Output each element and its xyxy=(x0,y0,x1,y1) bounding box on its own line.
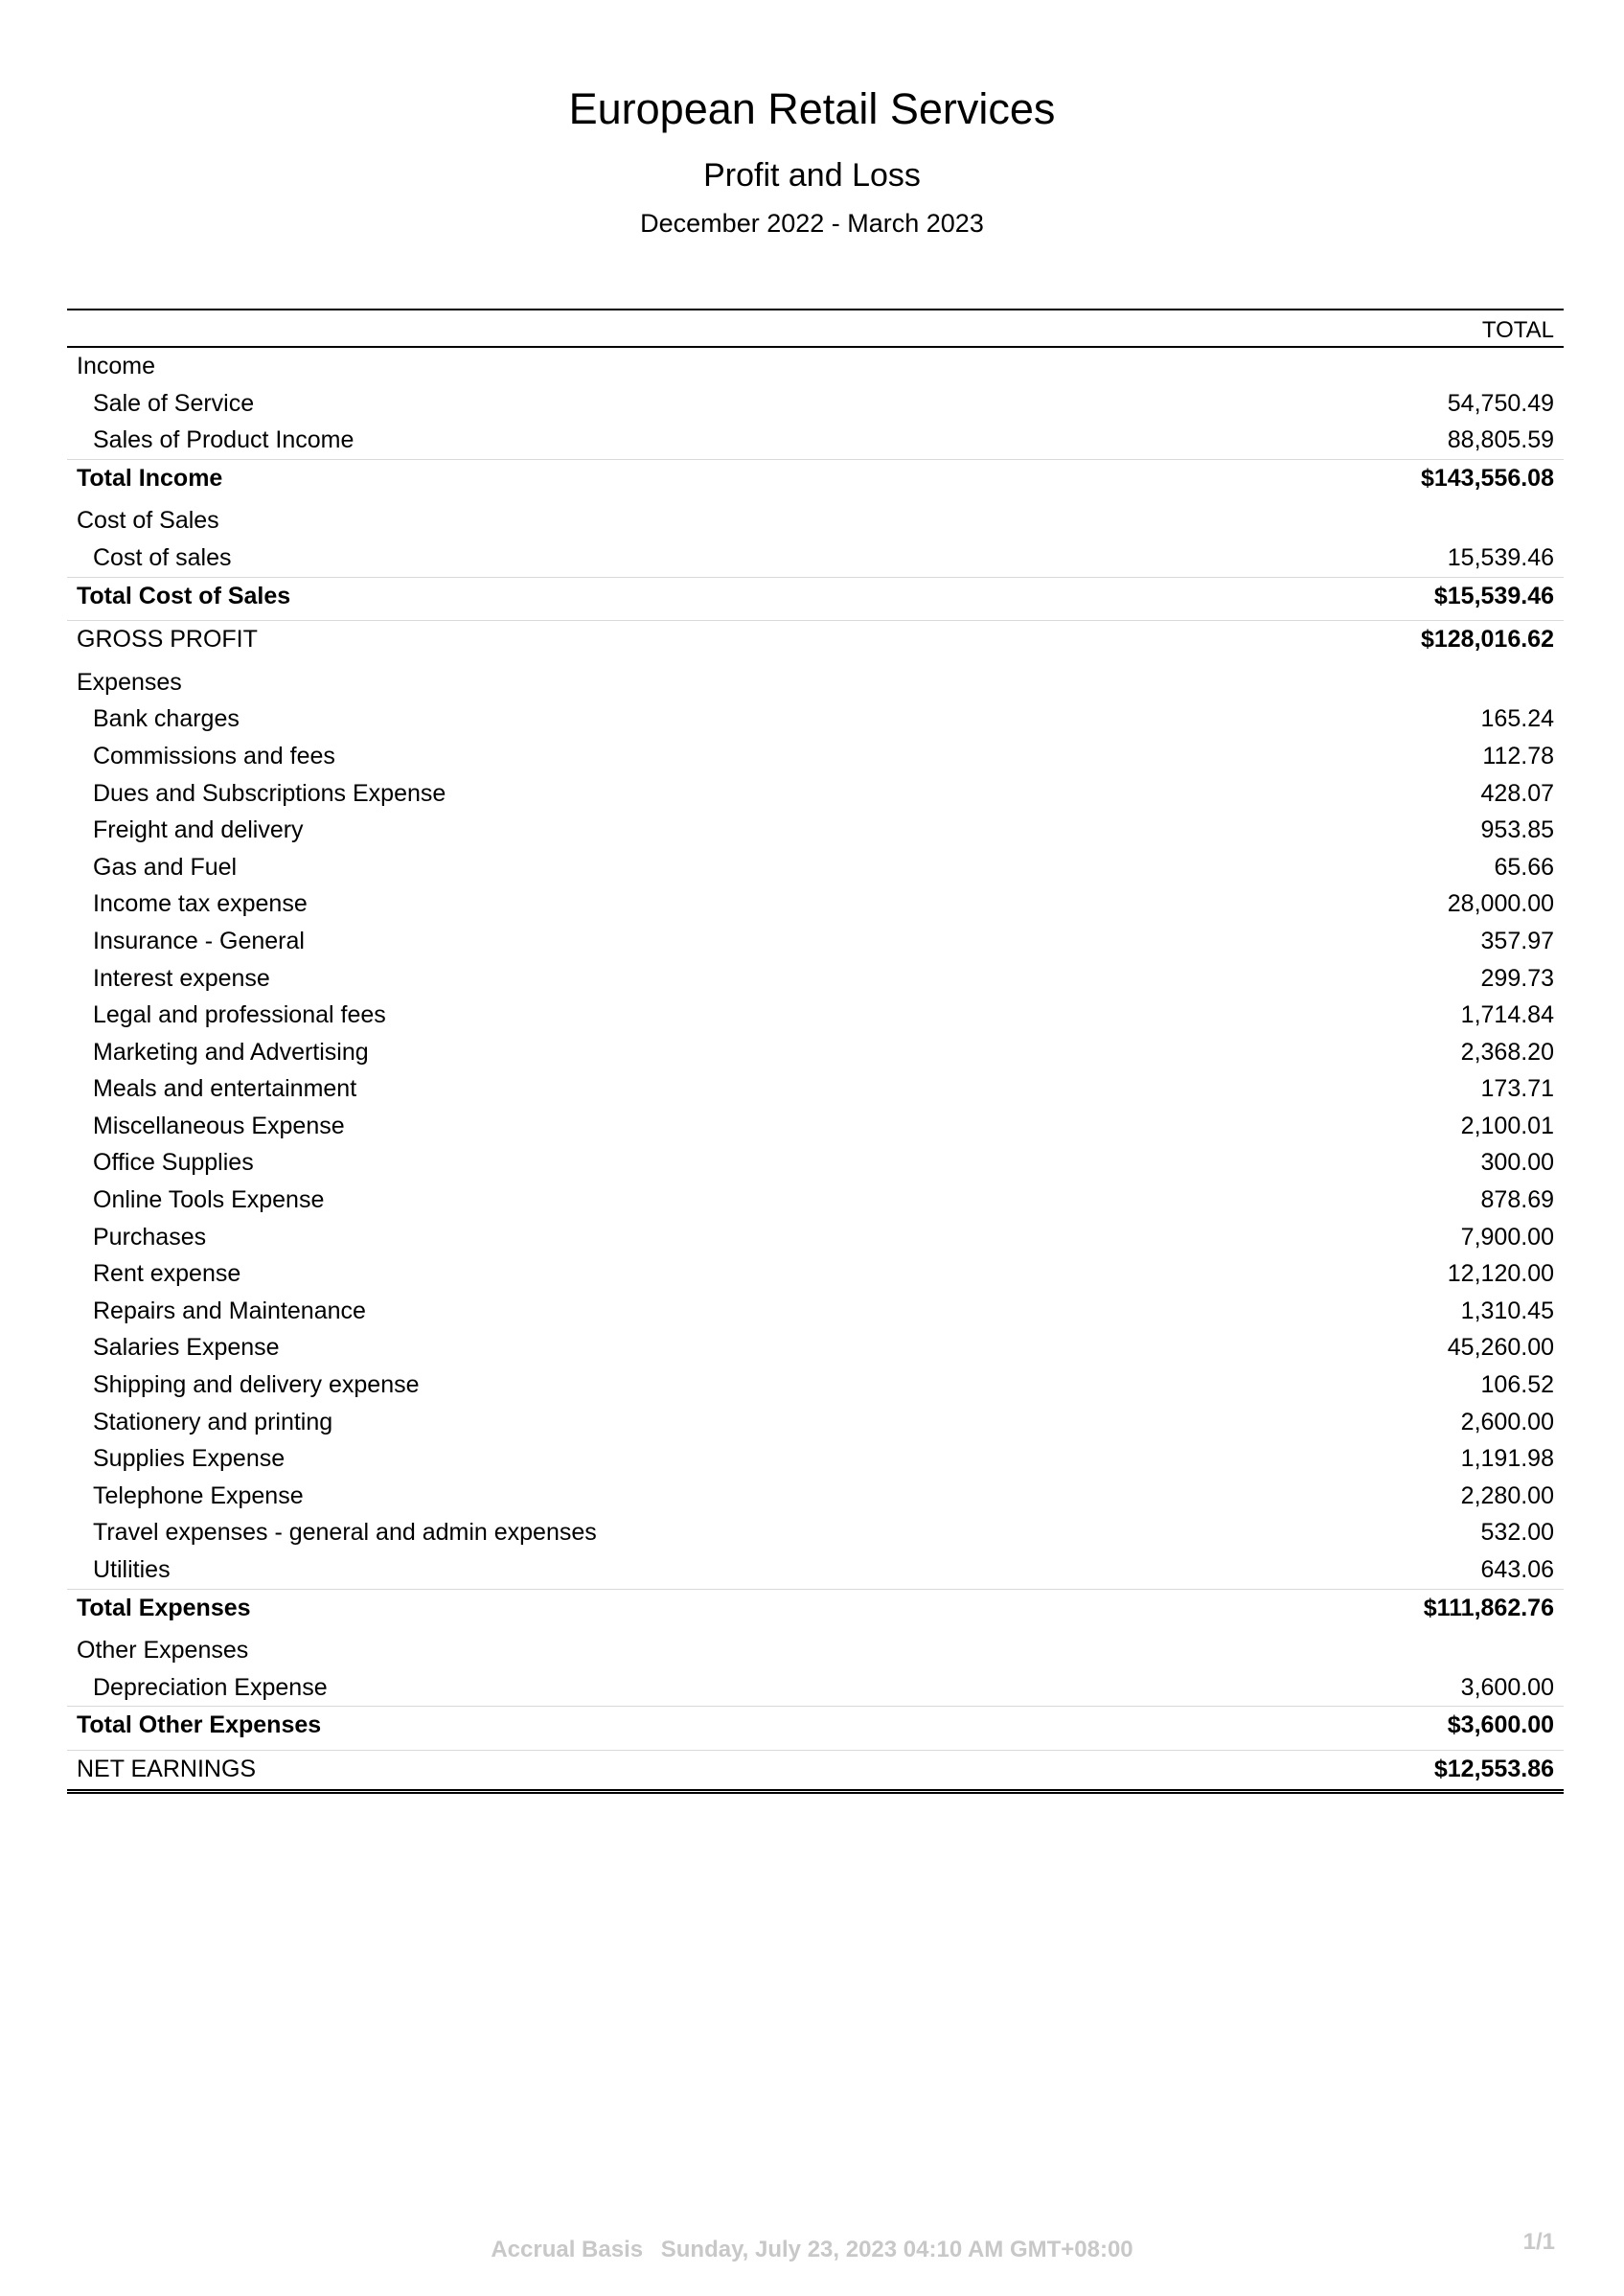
section-label: Cost of Sales xyxy=(77,507,219,535)
total-income-row xyxy=(67,459,1564,497)
row-label: Sale of Service xyxy=(93,389,255,417)
row-amount: 299.73 xyxy=(1480,964,1554,992)
row-amount: 106.52 xyxy=(1480,1371,1554,1399)
total-expenses-row xyxy=(67,1589,1564,1627)
section-heading-cost-of-sales xyxy=(67,502,1564,540)
row-amount: 2,100.01 xyxy=(1460,1112,1554,1139)
row-label: Insurance - General xyxy=(93,927,305,954)
row-amount: 165.24 xyxy=(1480,705,1554,733)
row-label: Online Tools Expense xyxy=(93,1186,325,1214)
row-label: Shipping and delivery expense xyxy=(93,1371,420,1399)
company-name: European Retail Services xyxy=(568,84,1056,133)
table-row xyxy=(67,1329,1564,1366)
row-label: Gas and Fuel xyxy=(93,853,238,881)
row-amount: 532.00 xyxy=(1480,1519,1554,1547)
row-amount: 65.66 xyxy=(1494,853,1554,881)
accounting-basis: Accrual Basis xyxy=(491,2237,644,2262)
summary-amount: $128,016.62 xyxy=(1420,626,1554,654)
table-row xyxy=(67,1182,1564,1219)
row-label: Commissions and fees xyxy=(93,742,335,769)
row-amount: 54,750.49 xyxy=(1447,389,1554,417)
table-row xyxy=(67,849,1564,886)
table-row xyxy=(67,1514,1564,1551)
table-header xyxy=(67,309,1564,348)
section-heading-other-expenses xyxy=(67,1632,1564,1669)
row-label: Freight and delivery xyxy=(93,816,304,844)
row-amount: 45,260.00 xyxy=(1447,1334,1554,1362)
total-other-expenses-row xyxy=(67,1706,1564,1744)
total-label: Total Cost of Sales xyxy=(77,582,291,609)
section-label: Expenses xyxy=(77,668,182,696)
row-label: Marketing and Advertising xyxy=(93,1038,369,1066)
table-row xyxy=(67,540,1564,577)
row-amount: 3,600.00 xyxy=(1460,1673,1554,1701)
row-label: Legal and professional fees xyxy=(93,1001,386,1029)
report-title: Profit and Loss xyxy=(703,157,921,194)
row-amount: 878.69 xyxy=(1480,1186,1554,1214)
row-label: Salaries Expense xyxy=(93,1334,280,1362)
report-period: December 2022 - March 2023 xyxy=(640,209,984,238)
table-row xyxy=(67,700,1564,738)
table-row xyxy=(67,1669,1564,1707)
row-label: Bank charges xyxy=(93,705,240,733)
net-earnings-row xyxy=(67,1750,1564,1794)
total-amount: $3,600.00 xyxy=(1447,1711,1554,1739)
summary-label: NET EARNINGS xyxy=(77,1755,257,1782)
row-label: Miscellaneous Expense xyxy=(93,1112,345,1139)
gross-profit-row xyxy=(67,620,1564,658)
row-label: Meals and entertainment xyxy=(93,1075,357,1103)
row-amount: 15,539.46 xyxy=(1447,543,1554,571)
page-number: 1/1 xyxy=(1522,2229,1555,2255)
row-label: Cost of sales xyxy=(93,543,232,571)
row-amount: 112.78 xyxy=(1482,742,1554,769)
total-label: Total Income xyxy=(77,464,223,492)
row-label: Supplies Expense xyxy=(93,1445,286,1473)
row-label: Depreciation Expense xyxy=(93,1673,328,1701)
table-row xyxy=(67,1366,1564,1404)
row-label: Sales of Product Income xyxy=(93,426,355,454)
table-row xyxy=(67,960,1564,998)
row-label: Rent expense xyxy=(93,1260,241,1288)
total-amount: $143,556.08 xyxy=(1420,464,1554,492)
report-table xyxy=(67,309,1564,1794)
row-label: Repairs and Maintenance xyxy=(93,1297,366,1324)
summary-label: GROSS PROFIT xyxy=(77,626,258,654)
column-header-total: TOTAL xyxy=(1481,317,1554,343)
row-amount: 28,000.00 xyxy=(1447,890,1554,918)
row-amount: 357.97 xyxy=(1480,927,1554,954)
table-row xyxy=(67,1070,1564,1108)
generated-timestamp: Sunday, July 23, 2023 04:10 AM GMT+08:00 xyxy=(660,2237,1133,2262)
summary-amount: $12,553.86 xyxy=(1433,1755,1554,1782)
table-row xyxy=(67,422,1564,459)
table-row xyxy=(67,812,1564,849)
row-label: Office Supplies xyxy=(93,1149,254,1177)
row-label: Interest expense xyxy=(93,964,270,992)
row-label: Income tax expense xyxy=(93,890,308,918)
row-label: Travel expenses - general and admin expenses xyxy=(93,1519,597,1547)
table-row xyxy=(67,1478,1564,1515)
row-label: Utilities xyxy=(93,1556,171,1583)
row-amount: 643.06 xyxy=(1480,1556,1554,1583)
row-amount: 1,191.98 xyxy=(1460,1445,1554,1473)
table-row xyxy=(67,775,1564,813)
total-cost-of-sales-row xyxy=(67,577,1564,615)
table-row xyxy=(67,1219,1564,1256)
table-row xyxy=(67,885,1564,923)
table-row xyxy=(67,385,1564,423)
table-row xyxy=(67,1255,1564,1293)
row-label: Telephone Expense xyxy=(93,1481,304,1509)
row-amount: 12,120.00 xyxy=(1447,1260,1554,1288)
table-row xyxy=(67,1108,1564,1145)
row-amount: 300.00 xyxy=(1480,1149,1554,1177)
section-heading-expenses xyxy=(67,664,1564,701)
table-row xyxy=(67,1293,1564,1330)
table-row xyxy=(67,1144,1564,1182)
section-label: Income xyxy=(77,353,155,379)
row-amount: 1,310.45 xyxy=(1460,1297,1554,1324)
row-amount: 2,600.00 xyxy=(1460,1408,1554,1435)
row-label: Purchases xyxy=(93,1223,207,1251)
row-amount: 1,714.84 xyxy=(1460,1001,1554,1029)
report-footer xyxy=(0,2237,1624,2263)
row-amount: 2,280.00 xyxy=(1460,1481,1554,1509)
row-label: Dues and Subscriptions Expense xyxy=(93,779,446,807)
section-heading-income xyxy=(67,348,1564,385)
table-row xyxy=(67,923,1564,960)
table-row xyxy=(67,1551,1564,1589)
total-label: Total Other Expenses xyxy=(77,1711,322,1739)
row-amount: 173.71 xyxy=(1480,1075,1554,1103)
row-amount: 88,805.59 xyxy=(1447,426,1554,454)
total-label: Total Expenses xyxy=(77,1594,251,1621)
row-amount: 428.07 xyxy=(1480,779,1554,807)
table-row xyxy=(67,1034,1564,1071)
row-amount: 953.85 xyxy=(1480,816,1554,844)
row-amount: 2,368.20 xyxy=(1460,1038,1554,1066)
total-amount: $111,862.76 xyxy=(1423,1594,1554,1621)
table-row xyxy=(67,1440,1564,1478)
total-amount: $15,539.46 xyxy=(1433,582,1554,609)
row-label: Stationery and printing xyxy=(93,1408,333,1435)
table-row xyxy=(67,738,1564,775)
table-row xyxy=(67,997,1564,1034)
section-label: Other Expenses xyxy=(77,1637,249,1665)
table-row xyxy=(67,1404,1564,1441)
row-amount: 7,900.00 xyxy=(1460,1223,1554,1251)
